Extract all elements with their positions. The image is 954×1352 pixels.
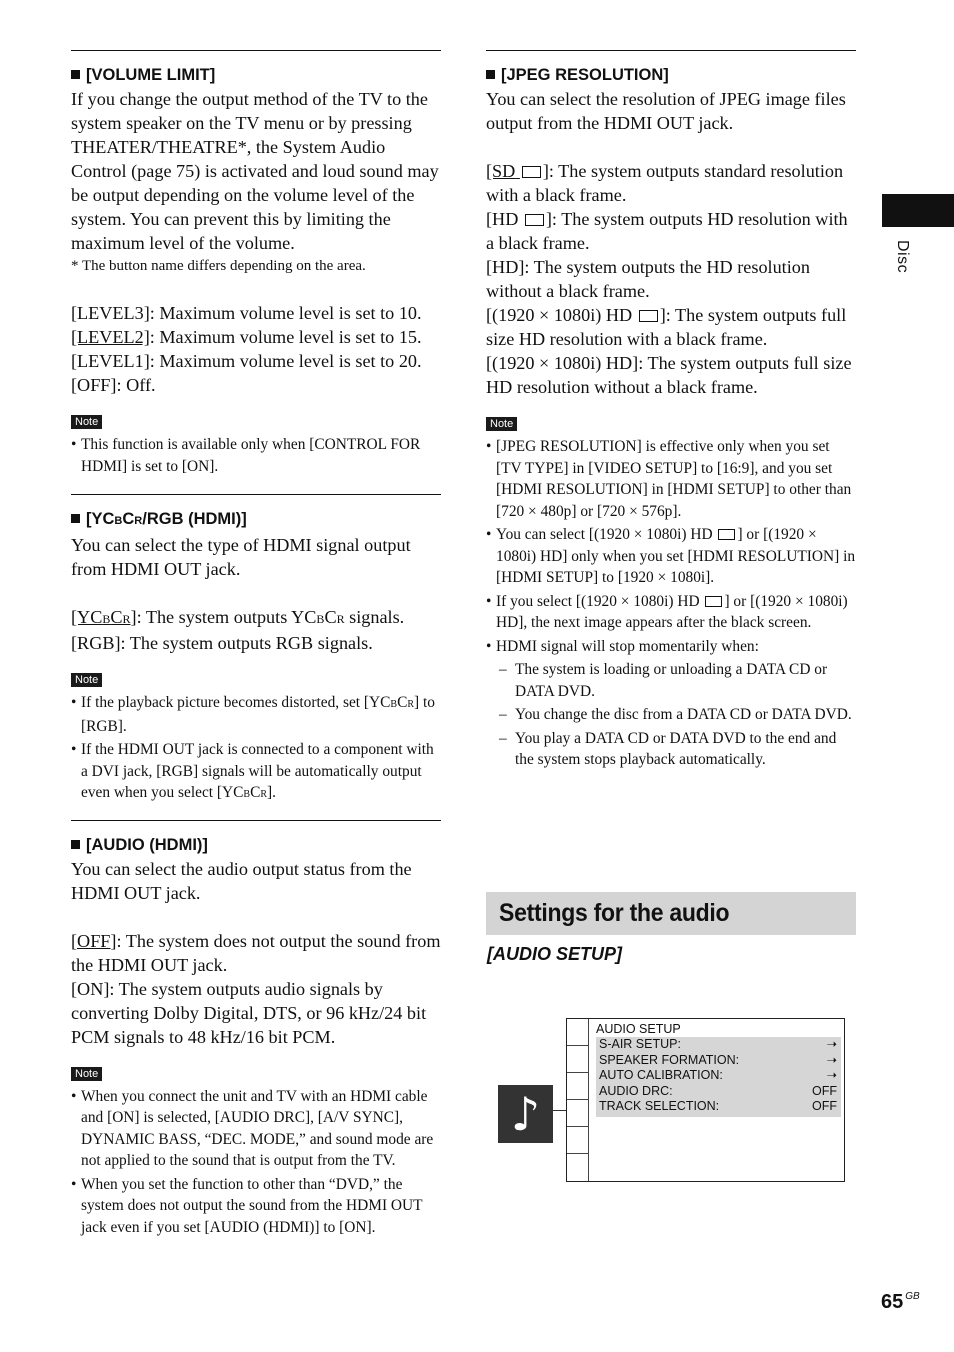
chapter-side-tab <box>882 194 954 227</box>
music-note-icon: ♪ <box>510 1087 541 1141</box>
note-badge: Note <box>71 1067 102 1081</box>
note-item: • HDMI signal will stop momentarily when: <box>486 636 856 658</box>
option-hd: [HD]: The system outputs the HD resolution without a black frame. <box>486 257 810 301</box>
settings-audio-heading: Settings for the audio <box>499 899 730 927</box>
menu-item-value: OFF <box>812 1099 837 1114</box>
left-column <box>71 50 441 1240</box>
option-level2: [LEVEL2]: Maximum volume level is set to 15. <box>71 327 422 347</box>
ycbcr-intro: You can select the type of HDMI signal output from HDMI OUT jack. <box>71 535 411 579</box>
arrow-right-icon: ➝ <box>826 1068 837 1083</box>
menu-icon-cell <box>567 1127 588 1154</box>
section-rule <box>71 494 441 495</box>
jpeg-intro: You can select the resolution of JPEG image files output from the HDMI OUT jack. <box>486 89 846 133</box>
note-item: • This function is available only when [CONTROL FOR HDMI] is set to [ON]. <box>71 434 441 477</box>
audio-hdmi-section <box>71 833 441 1239</box>
note-subitem: – The system is loading or unloading a DATA CD or DATA DVD. <box>486 659 856 702</box>
option-level3: [LEVEL3]: Maximum volume level is set to 10. <box>71 303 422 323</box>
note-item: • When you connect the unit and TV with an HDMI cable and [ON] is selected, [AUDIO DRC], [A/V SYNC], DYNAMIC BASS, “DEC. MODE,” and sound mode are not applied to the sound that is output from the TV. <box>71 1086 441 1172</box>
chapter-side-label: Disc <box>894 240 911 274</box>
frame-icon <box>718 529 735 540</box>
menu-item: TRACK SELECTION: OFF <box>599 1099 837 1114</box>
note-item: • If the playback picture becomes distorted, set [YCBCR] to [RGB]. <box>71 692 441 737</box>
menu-title: AUDIO SETUP <box>596 1022 681 1036</box>
note-item: • If you select [(1920 × 1080i) HD ] or [(1920 × 1080i) HD], the next image appears after the black screen. <box>486 591 856 634</box>
menu-icon-cell <box>567 1154 588 1180</box>
menu-item-value: OFF <box>812 1083 837 1098</box>
option-rgb: [RGB]: The system outputs RGB signals. <box>71 633 373 653</box>
volume-limit-section <box>71 63 441 477</box>
note-badge: Note <box>71 673 102 687</box>
menu-item: S-AIR SETUP: ➝ <box>599 1037 837 1051</box>
audio-setup-subheading: [AUDIO SETUP] <box>487 944 622 964</box>
option-off: [OFF]: Off. <box>71 375 156 395</box>
square-bullet-icon <box>71 70 80 79</box>
option-1080-frame: [(1920 × 1080i) HD ]: The system outputs full size HD resolution with a black frame. <box>486 305 847 349</box>
menu-icon-strip <box>567 1019 589 1181</box>
menu-item: SPEAKER FORMATION: ➝ <box>599 1052 837 1067</box>
note-item: • If the HDMI OUT jack is connected to a component with a DVI jack, [RGB] signals will be automatically output even when you select [YCBCR]. <box>71 739 441 806</box>
option-level1: [LEVEL1]: Maximum volume level is set to 20. <box>71 351 422 371</box>
option-1080: [(1920 × 1080i) HD]: The system outputs full size HD resolution without a black frame. <box>486 353 852 397</box>
note-item: • You can select [(1920 × 1080i) HD ] or [(1920 × 1080i) HD] only when you set [HDMI RESOLUTION] in [HDMI SETUP] to [1920 × 1080i]. <box>486 524 856 589</box>
note-badge: Note <box>71 415 102 429</box>
ycbcr-section <box>71 507 441 806</box>
section-rule <box>71 820 441 821</box>
section-rule <box>71 50 441 51</box>
volume-limit-intro: If you change the output method of the TV to the system speaker on the TV menu or by pressing THEATER/THEATRE*, the System Audio Control (page 75) is activated and loud sound may be output depending on the volume level of the system. You can prevent this by limiting the maximum level of the volume. <box>71 89 439 253</box>
menu-item: AUDIO DRC: OFF <box>599 1083 837 1098</box>
jpeg-section <box>486 63 856 771</box>
option-off: [OFF]: The system does not output the sound from the HDMI OUT jack. <box>71 930 441 975</box>
right-column <box>486 50 856 773</box>
note-item: • When you set the function to other than “DVD,” the system does not output the sound from the HDMI OUT jack even if you set [AUDIO (HDMI)] to [ON]. <box>71 1174 441 1239</box>
frame-icon <box>639 310 658 322</box>
frame-icon <box>705 596 722 607</box>
note-badge: Note <box>486 417 517 431</box>
page-number: 65 $^{GB}$ <box>881 1291 920 1313</box>
square-bullet-icon <box>71 840 80 849</box>
volume-limit-heading: [VOLUME LIMIT] <box>71 63 441 87</box>
option-sd-frame: [SD ]: The system outputs standard resolution with a black frame. <box>486 161 844 205</box>
option-ycbcr: [YCBCR]: The system outputs YCBCR signals. <box>71 607 405 627</box>
audio-setup-menu-screen <box>566 1018 845 1182</box>
menu-items <box>596 1037 841 1117</box>
square-bullet-icon <box>71 514 80 523</box>
option-hd-frame: [HD ]: The system outputs HD resolution with a black frame. <box>486 209 848 253</box>
menu-item: AUTO CALIBRATION: ➝ <box>599 1068 837 1083</box>
note-item: • [JPEG RESOLUTION] is effective only when you set [TV TYPE] in [VIDEO SETUP] to [16:9], and you set [HDMI RESOLUTION] in [HDMI SETUP] to other than [720 × 480p] or [720 × 576p]. <box>486 436 856 522</box>
frame-icon <box>522 166 541 178</box>
option-on: [ON]: The system outputs audio signals by converting Dolby Digital, DTS, or 96 kHz/24 bit PCM signals to 48 kHz/16 bit PCM. <box>71 978 427 1047</box>
note-subitem: – You change the disc from a DATA CD or DATA DVD. <box>486 704 856 726</box>
arrow-right-icon: ➝ <box>826 1052 837 1067</box>
arrow-right-icon: ➝ <box>826 1037 837 1051</box>
section-rule <box>486 50 856 51</box>
jpeg-heading: [JPEG RESOLUTION] <box>486 63 856 87</box>
settings-audio-band <box>486 892 856 935</box>
ycbcr-heading: [YCBCR/RGB (HDMI)] <box>71 507 441 533</box>
audio-hdmi-intro: You can select the audio output status from the HDMI OUT jack. <box>71 858 412 903</box>
menu-icon-cell <box>567 1019 588 1046</box>
square-bullet-icon <box>486 70 495 79</box>
menu-icon-cell-selected <box>567 1100 588 1127</box>
audio-hdmi-heading: [AUDIO (HDMI)] <box>71 833 441 857</box>
frame-icon <box>525 214 544 226</box>
audio-setup-icon-tile <box>498 1085 553 1143</box>
menu-icon-cell <box>567 1073 588 1100</box>
menu-icon-cell <box>567 1046 588 1073</box>
volume-limit-footnote: * The button name differs depending on the area. <box>71 258 366 274</box>
note-subitem: – You play a DATA CD or DATA DVD to the end and the system stops playback automatically. <box>486 728 856 771</box>
